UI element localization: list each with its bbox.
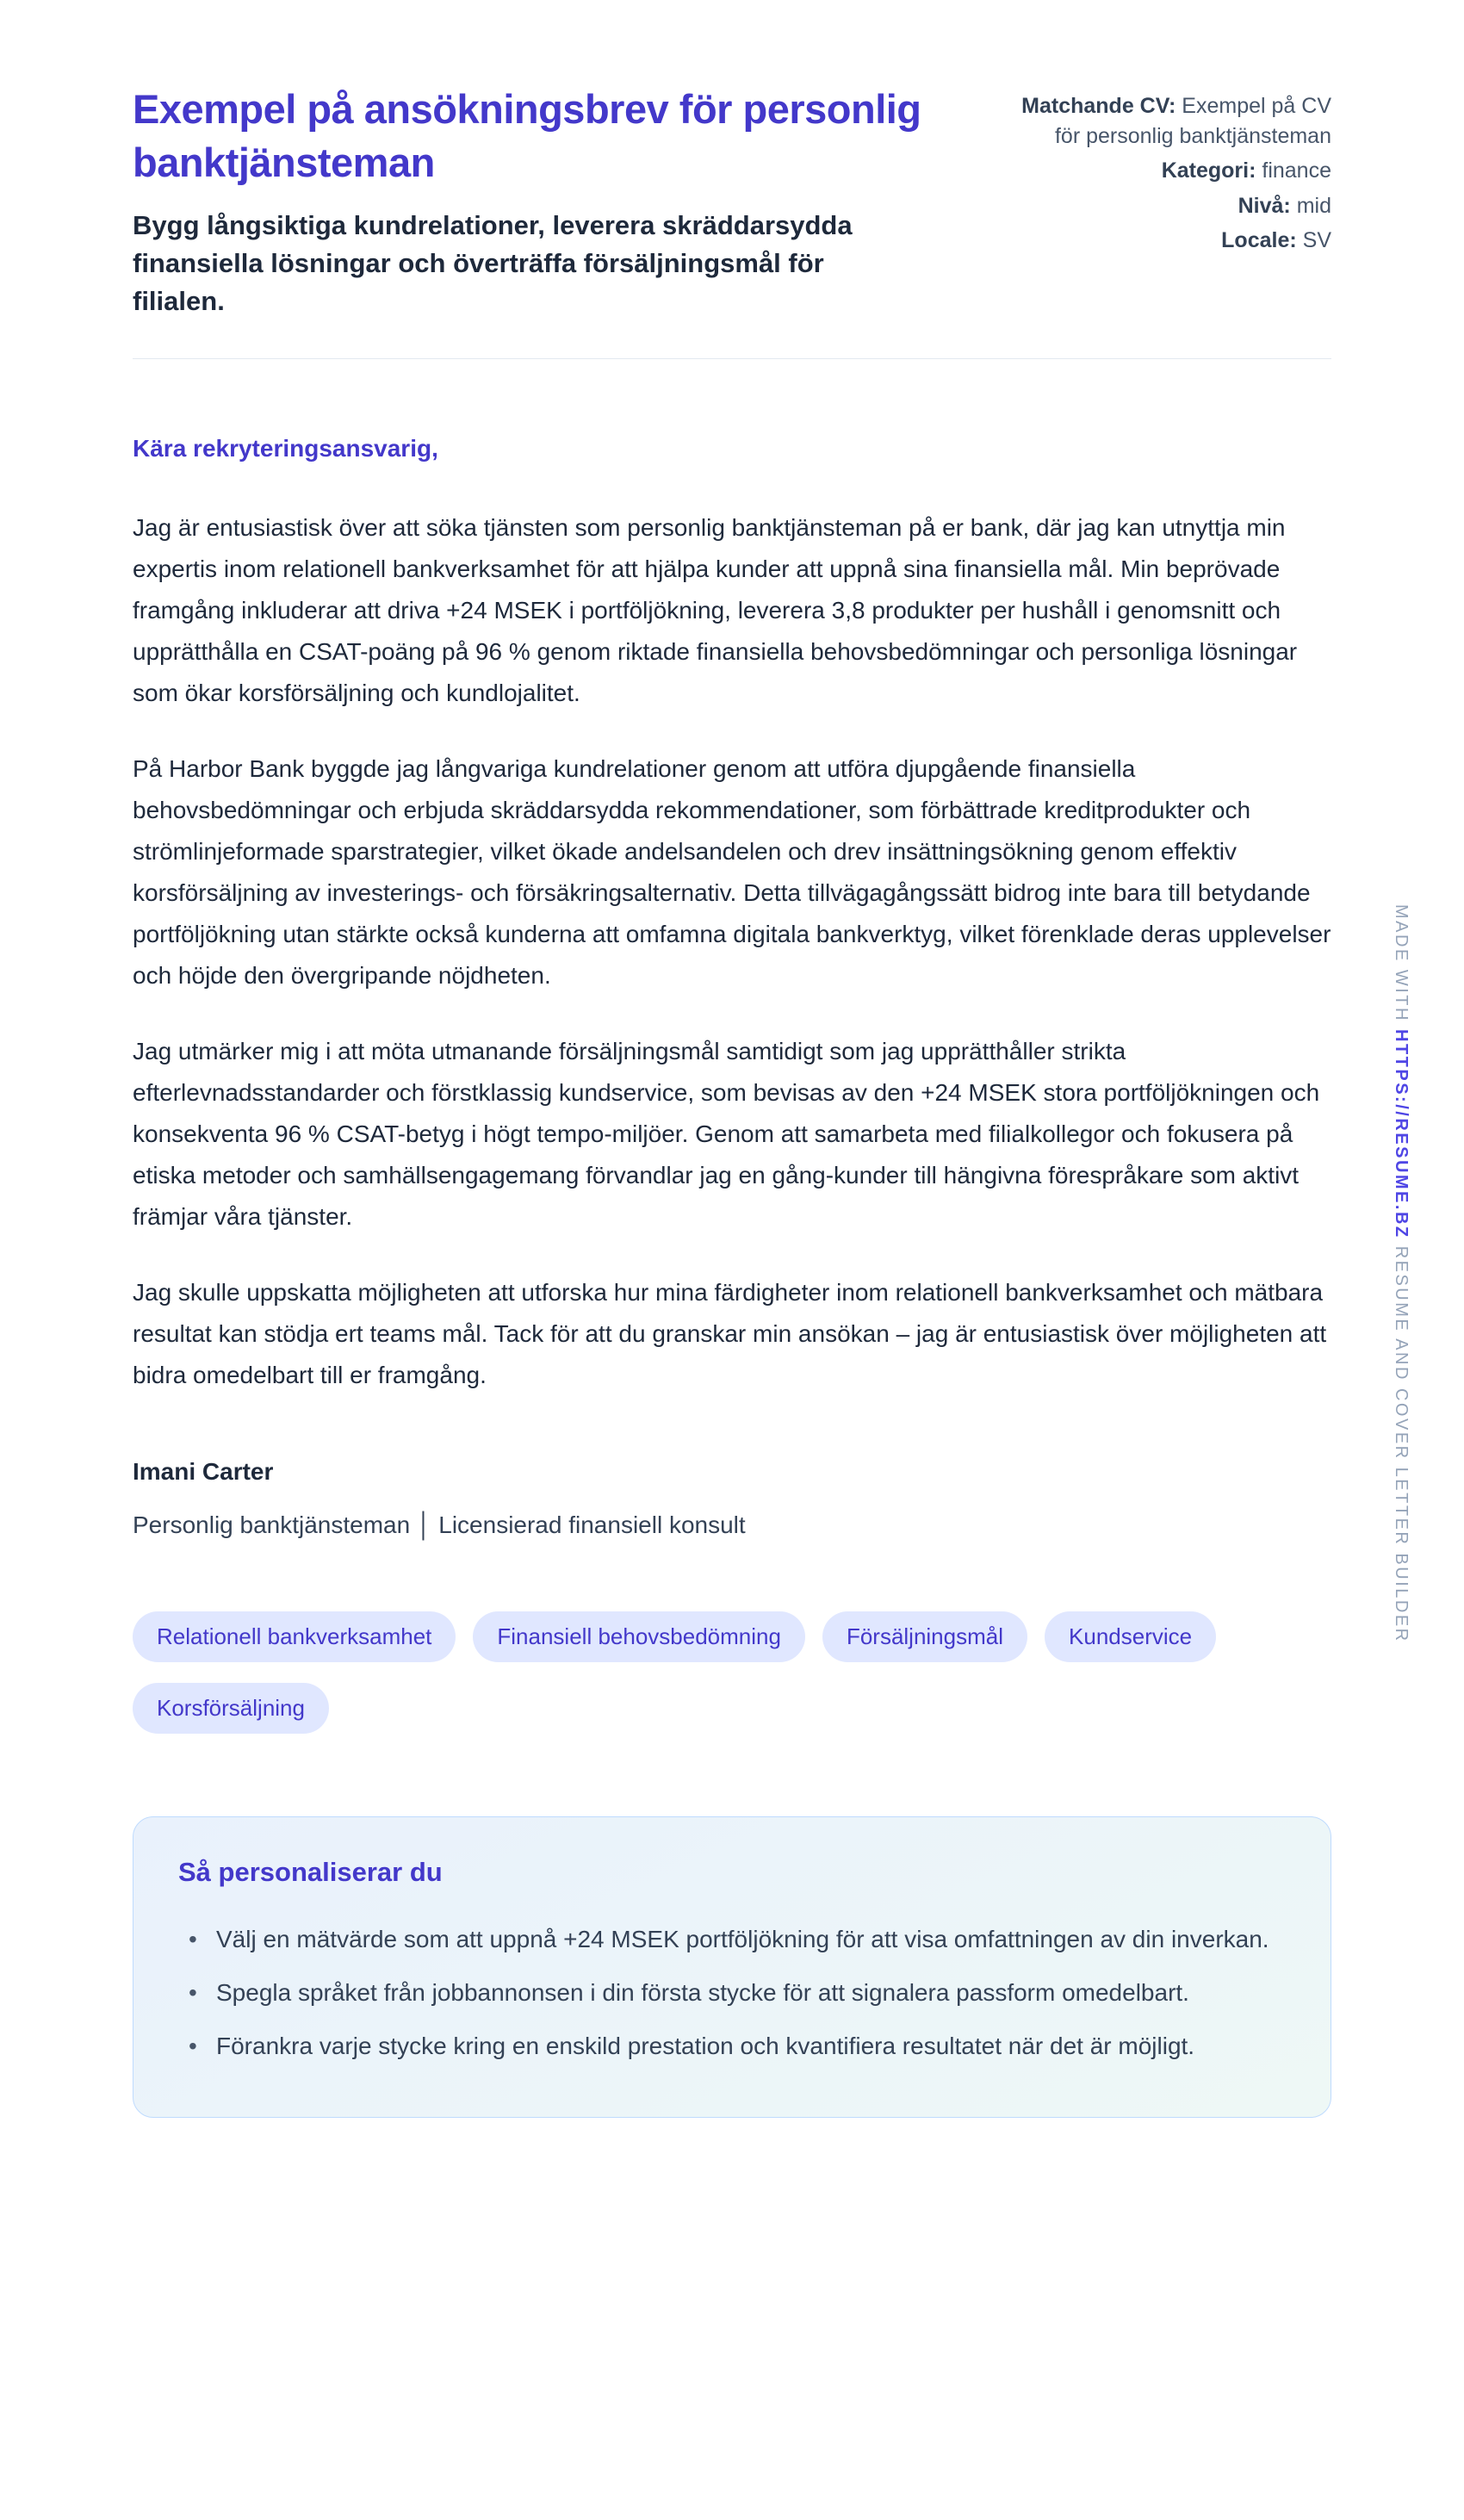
- page-title: Exempel på ansökningsbrev för personlig banktjänsteman: [133, 86, 921, 186]
- matching-cv-link[interactable]: Exempel på CV för personlig banktjänsteman: [1054, 94, 1331, 148]
- meta-matching-cv-label: Matchande CV:: [1021, 94, 1176, 118]
- tips-item-text: Spegla språket från jobbannonsen i din första stycke för att signalera passform omedelbart.: [216, 1979, 1189, 2007]
- signature-role: Personlig banktjänsteman │ Licensierad finansiell konsult: [133, 1511, 746, 1539]
- meta-locale-label: Locale:: [1221, 228, 1297, 252]
- watermark-prefix: MADE WITH: [1392, 904, 1411, 1022]
- meta-locale: [1021, 226, 1331, 256]
- meta-category: [1021, 156, 1331, 186]
- tips-title: Så personaliserar du: [178, 1857, 443, 1888]
- resume-bz-link[interactable]: HTTPS://RESUME.BZ: [1392, 1029, 1411, 1239]
- meta-panel: [1021, 83, 1331, 320]
- meta-level: [1021, 191, 1331, 221]
- letter-paragraph-1: Jag är entusiastisk över att söka tjänsten som personlig banktjänsteman på er bank, där jag kan utnyttja min expertis inom relationell bankverksamhet för att hjälpa kunder att uppnå sina finansiella mål. Min beprövade framgång inkluderar att driva +24 MSEK i portföljökning, leverera 3,8 produkter per hushåll i genomsnitt och upprätthålla en CSAT-poäng på 96 % genom riktade finansiella behovsbedömningar och personliga lösningar som ökar korsförsäljning och kundlojalitet.: [133, 514, 1298, 707]
- letter-body: [133, 359, 1331, 1546]
- greeting: Kära rekryteringsansvarig,: [133, 435, 438, 462]
- letter-paragraph-4: Jag skulle uppskatta möjligheten att utforska hur mina färdigheter inom relationell bankverksamhet och mätbara resultat kan stödja ert teams mål. Tack för att du granskar min ansökan – jag är entusiastisk över möjligheten att bidra omedelbart till er framgång.: [133, 1279, 1327, 1389]
- tips-item: [178, 1919, 1286, 1960]
- meta-locale-value: SV: [1302, 228, 1331, 252]
- tips-list: [178, 1919, 1286, 2067]
- meta-level-value: mid: [1296, 193, 1331, 218]
- tag-chip-kundservice[interactable]: Kundservice: [1045, 1611, 1216, 1662]
- tag-chip-relationell-bankverksamhet[interactable]: Relationell bankverksamhet: [133, 1611, 456, 1662]
- header: [133, 83, 1331, 359]
- meta-category-value: finance: [1262, 158, 1331, 183]
- tag-chip-finansiell-behovsbedomning[interactable]: Finansiell behovsbedömning: [473, 1611, 805, 1662]
- tips-item-text: Förankra varje stycke kring en enskild prestation och kvantifiera resultatet när det är möjligt.: [216, 2033, 1195, 2060]
- letter-paragraph-2: På Harbor Bank byggde jag långvariga kundrelationer genom att utföra djupgående finansiella behovsbedömningar och erbjuda skräddarsydda rekommendationer, som förbättrade kreditprodukter och strömlinjeformade sparstrategier, vilket ökade andelsandelen och drev insättningsökning genom effektiv korsförsäljning av investerings- och försäkringsalternativ. Detta tillvägagångssätt bidrog inte bara till betydande portföljökning utan stärkte också kunderna att omfamna digitala bankverktyg, vilket förenklade deras upplevelser och höjde den övergripande nöjdheten.: [133, 755, 1331, 990]
- meta-matching-cv: [1021, 91, 1331, 151]
- tips-card: [133, 1816, 1331, 2118]
- tips-item-text: Välj en mätvärde som att uppnå +24 MSEK portföljökning för att visa omfattningen av din inverkan.: [216, 1926, 1269, 1953]
- meta-level-label: Nivå:: [1238, 193, 1291, 218]
- meta-category-label: Kategori:: [1161, 158, 1256, 183]
- letter-paragraph-3: Jag utmärker mig i att möta utmanande försäljningsmål samtidigt som jag upprätthåller strikta efterlevnadsstandarder och förstklassig kundservice, som bevisas av den +24 MSEK stora portföljökningen och konsekventa 96 % CSAT-betyg i högt tempo-miljöer. Genom att samarbeta med filialkollegor och fokusera på etiska metoder och samhällsengagemang förvandlar jag en gång-kunder till hängivna förespråkare som aktivt främjar våra tjänster.: [133, 1038, 1320, 1231]
- watermark-suffix: RESUME AND COVER LETTER BUILDER: [1392, 1245, 1411, 1643]
- page-subtitle: Bygg långsiktiga kundrelationer, leverera skräddarsydda finansiella lösningar och överträffa försäljningsmål för filialen.: [133, 210, 853, 317]
- tips-item: [178, 2026, 1286, 2067]
- tag-list: [133, 1611, 1331, 1734]
- title-block: [133, 83, 942, 320]
- watermark: [1391, 904, 1411, 1643]
- content-column: [133, 0, 1331, 2118]
- tag-chip-korsforsaljning[interactable]: Korsförsäljning: [133, 1683, 329, 1734]
- tips-item: [178, 1972, 1286, 2014]
- signature-block: [133, 1451, 1331, 1546]
- tag-chip-forsaljningsmal[interactable]: Försäljningsmål: [822, 1611, 1027, 1662]
- signature-name: Imani Carter: [133, 1458, 274, 1486]
